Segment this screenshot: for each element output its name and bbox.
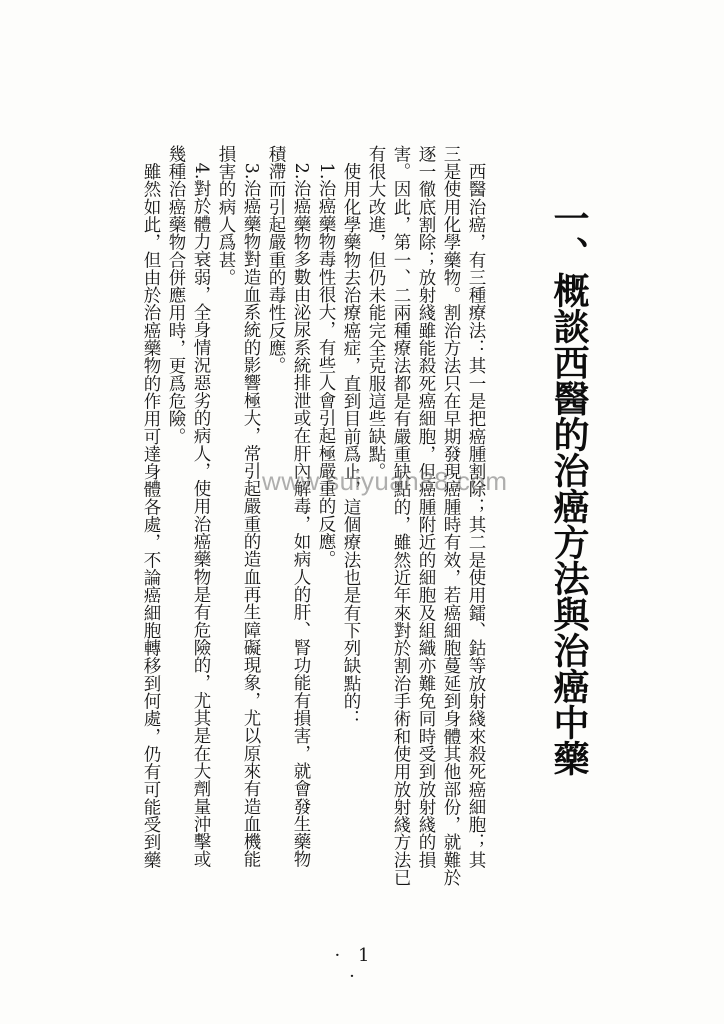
paragraph-line: 1.治癌藥物毒性很大，有些人會引起極嚴重的反應。	[316, 145, 336, 568]
paragraph-line: 積滯而引起嚴重的毒性反應。	[266, 145, 286, 375]
paragraph-line: 使用化學藥物去治療癌症，直到目前爲止，這個療法也是有下列缺點的：	[341, 145, 361, 728]
paragraph-line: 雖然如此，但由於治癌藥物的作用可達身體各處，不論癌細胞轉移到何處，仍有可能受到藥	[141, 145, 161, 869]
paragraph-line: 4.對於體力衰弱，全身情況惡劣的病人，使用治癌藥物是有危險的，尤其是在大劑量沖擊或	[191, 145, 211, 868]
paragraph-line: 2.治癌藥物多數由泌尿系統排泄或在肝內解毒，如病人的肝、腎功能有損害，就會發生藥物	[291, 145, 311, 868]
paragraph-line: 損害的病人爲甚。	[216, 145, 236, 287]
paragraph-line: 三是使用化學藥物。割治方法只在早期發現癌腫時有效，若癌細胞蔓延到身體其他部份，就難於	[441, 145, 461, 887]
paragraph-line: 幾種治癌藥物合併應用時，更爲危險。	[166, 145, 186, 446]
page-number: · 1 ·	[334, 945, 376, 987]
paragraph-line: 3.治癌藥物對造血系統的影響極大，常引起嚴重的造血再生障礙現象，尤以原來有造血機能	[241, 145, 261, 868]
paragraph-line: 有很大改進，但仍未能完全克服這些缺點。	[366, 145, 386, 481]
watermark-text: www.suiyuan88.com	[262, 466, 508, 496]
paragraph-line: 西醫治癌，有三種療法：其一是把癌腫割除；其二是使用鐳、鈷等放射綫來殺死癌細胞；其	[466, 145, 486, 869]
paragraph-line: 害。因此，第一、二兩種療法都是有嚴重缺點的，雖然近年來對於割治手術和使用放射綫方法已	[391, 145, 411, 887]
paragraph-line: 逐一徹底割除；放射綫雖能殺死癌細胞，但癌腫附近的細胞及組織亦難免同時受到放射綫的損	[416, 145, 436, 869]
chapter-title: 一、概談西醫的治癌方法與治癌中藥	[548, 200, 589, 776]
body-text	[108, 145, 488, 945]
